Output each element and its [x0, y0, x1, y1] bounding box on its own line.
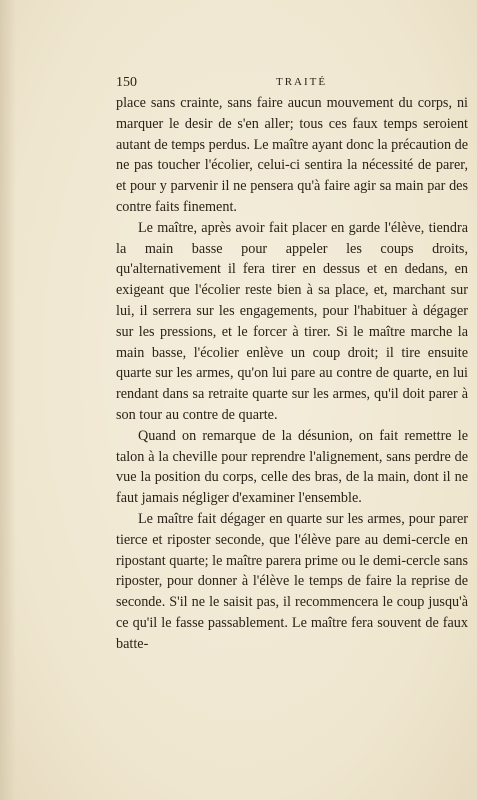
running-title: TRAITÉ	[276, 76, 328, 88]
paragraph-1: place sans crainte, sans faire aucun mouvement du corps, ni marquer le desir de s'en aller; tous ces faux temps seroient autant de temps perdus. Le maître ayant donc la précaution de ne pas toucher l'écolier, celui-ci sentira la nécessité de parer, et pour y parvenir il ne pensera qu'à faire agir sa main par des contre faits finement.	[116, 95, 468, 215]
paragraph-2: Le maître, après avoir fait placer en garde l'élève, tiendra la main basse pour appeler les coups droits, qu'alternativement il fera tirer en dessus et en dedans, en exigeant que l'écolier reste bien à sa place, et, marchant sur lui, il serrera sur les engagements, pour l'habituer à dégager sur les pressions, et le forcer à tirer. Si le maître marche la main basse, l'écolier enlève un coup droit; il tire ensuite quarte sur les armes, qu'on lui pare au contre de quarte, en lui rendant dans sa retraite quarte sur les armes, qu'il doit parer à son tour au contre de quarte.	[116, 219, 468, 423]
page-number: 150	[116, 75, 137, 90]
page-binding-shadow	[0, 0, 16, 800]
page-header	[116, 75, 468, 91]
paragraph-3: Quand on remarque de la désunion, on fait remettre le talon à la cheville pour reprendre l'alignement, sans perdre de vue la position du corps, celle des bras, de la main, dont il ne faut jamais négliger d'examiner l'ensemble.	[116, 427, 468, 507]
paragraph-4: Le maître fait dégager en quarte sur les armes, pour parer tierce et riposter seconde, que l'élève pare au demi-cercle en ripostant quarte; le maître parera prime ou le demi-cercle sans riposter, pour donner à l'élève le temps de faire la reprise de seconde. S'il ne le saisit pas, il recommencera le coup jusqu'à ce qu'il le fasse passablement. Le maître fera souvent de faux batte-	[116, 510, 468, 652]
page-body	[116, 93, 468, 655]
